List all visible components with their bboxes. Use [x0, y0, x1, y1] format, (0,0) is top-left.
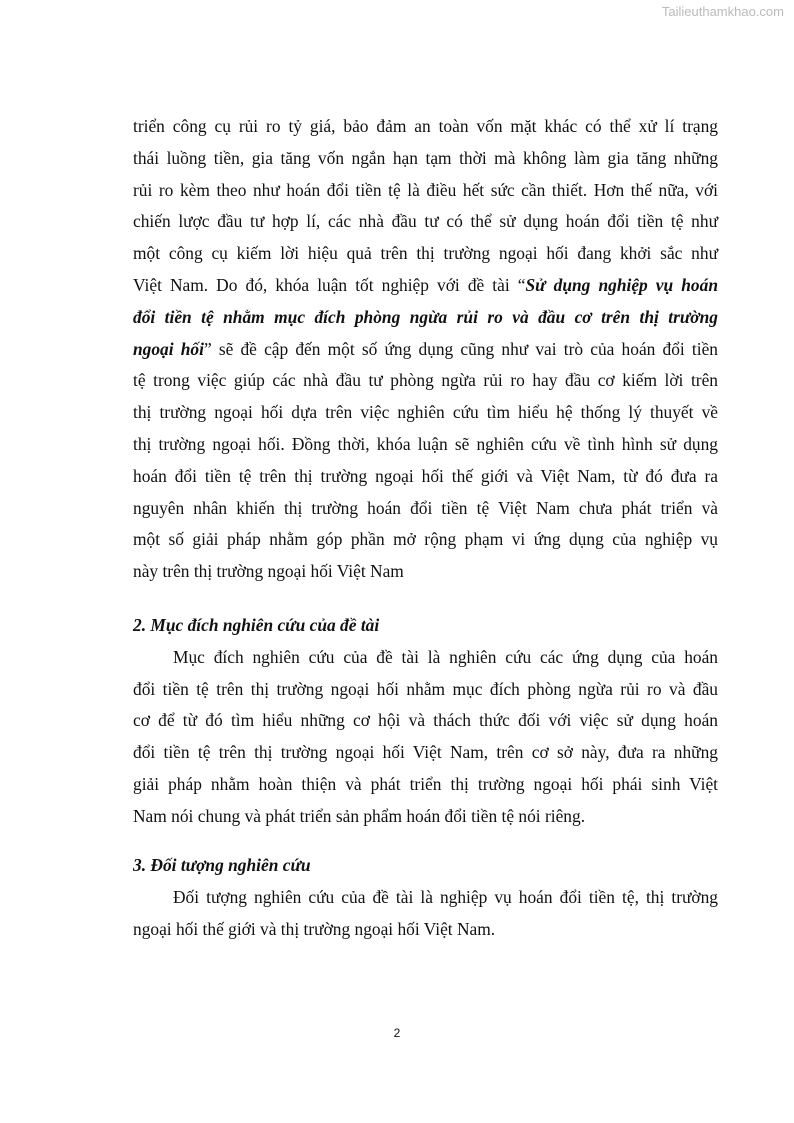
text-line: giải pháp nhằm hoàn thiện và phát triển thị trường ngoại hối phái sinh Việt [133, 773, 718, 794]
text-line: này trên thị trường ngoại hối Việt Nam [133, 561, 404, 582]
text-line: tệ trong việc giúp các nhà đầu tư phòng ngừa rủi ro hay đầu cơ kiếm lời trên [133, 370, 718, 391]
paragraph-intro [133, 111, 718, 588]
text-line: hoán đổi tiền tệ trên thị trường ngoại hối thế giới và Việt Nam, từ đó đưa ra [133, 465, 718, 486]
text-line: cơ để từ đó tìm hiểu những cơ hội và thách thức đối với việc sử dụng hoán [133, 710, 718, 731]
text-line: Nam nói chung và phát triển sản phẩm hoán đổi tiền tệ nói riêng. [133, 805, 586, 826]
section-heading: 3. Đối tượng nghiên cứu [133, 855, 311, 875]
text-line: đổi tiền tệ trên thị trường ngoại hối Việt Nam, trên cơ sở này, đưa ra những [133, 742, 718, 763]
section-2 [133, 610, 718, 833]
text-line: một công cụ kiếm lời hiệu quả trên thị trường ngoại hối đang khởi sắc như [133, 243, 718, 264]
thesis-title: Sử dụng nghiệp vụ hoán [525, 274, 718, 295]
text-line: thị trường ngoại hối dựa trên việc nghiên cứu tìm hiểu hệ thống lý thuyết về [133, 402, 718, 423]
text-line: chiến lược đầu tư hợp lí, các nhà đầu tư có thể sử dụng hoán đổi tiền tệ như [133, 211, 718, 232]
watermark: Tailieuthamkhao.com [661, 4, 784, 19]
text-line [133, 334, 718, 366]
text-line: ngoại hối thế giới và thị trường ngoại hối Việt Nam. [133, 918, 496, 939]
thesis-title: ngoại hối [133, 338, 204, 359]
thesis-title: đổi tiền tệ nhằm mục đích phòng ngừa rủi ro và đầu cơ trên thị trường [133, 306, 718, 327]
text-line: nguyên nhân khiến thị trường hoán đổi tiền tệ Việt Nam chưa phát triển và [133, 497, 718, 518]
text-line: Mục đích nghiên cứu của đề tài là nghiên cứu các ứng dụng của hoán [173, 646, 718, 667]
section-3 [133, 850, 718, 945]
text-segment: Việt Nam. Do đó, khóa luận tốt nghiệp với đề tài “ [133, 274, 526, 295]
text-line: Đối tượng nghiên cứu của đề tài là nghiệp vụ hoán đổi tiền tệ, thị trường [173, 886, 718, 907]
text-line: đổi tiền tệ trên thị trường ngoại hối nhằm mục đích phòng ngừa rủi ro và đầu [133, 678, 718, 699]
text-line: thị trường ngoại hối. Đồng thời, khóa luận sẽ nghiên cứu về tình hình sử dụng [133, 433, 718, 454]
page-number: 2 [393, 1026, 401, 1040]
text-line: một số giải pháp nhằm góp phần mở rộng phạm vi ứng dụng của nghiệp vụ [133, 529, 718, 550]
text-segment: ” sẽ đề cập đến một số ứng dụng cũng như vai trò của hoán đổi tiền [203, 338, 718, 359]
text-line: thái luồng tiền, gia tăng vốn ngắn hạn tạm thời mà không làm gia tăng những [133, 147, 718, 168]
text-line: rủi ro kèm theo như hoán đổi tiền tệ là điều hết sức cần thiết. Hơn thế nữa, với [133, 179, 718, 200]
text-line [133, 270, 718, 302]
section-heading: 2. Mục đích nghiên cứu của đề tài [133, 615, 380, 635]
text-line: triển công cụ rủi ro tỷ giá, bảo đảm an toàn vốn mặt khác có thể xử lí trạng [133, 116, 718, 136]
